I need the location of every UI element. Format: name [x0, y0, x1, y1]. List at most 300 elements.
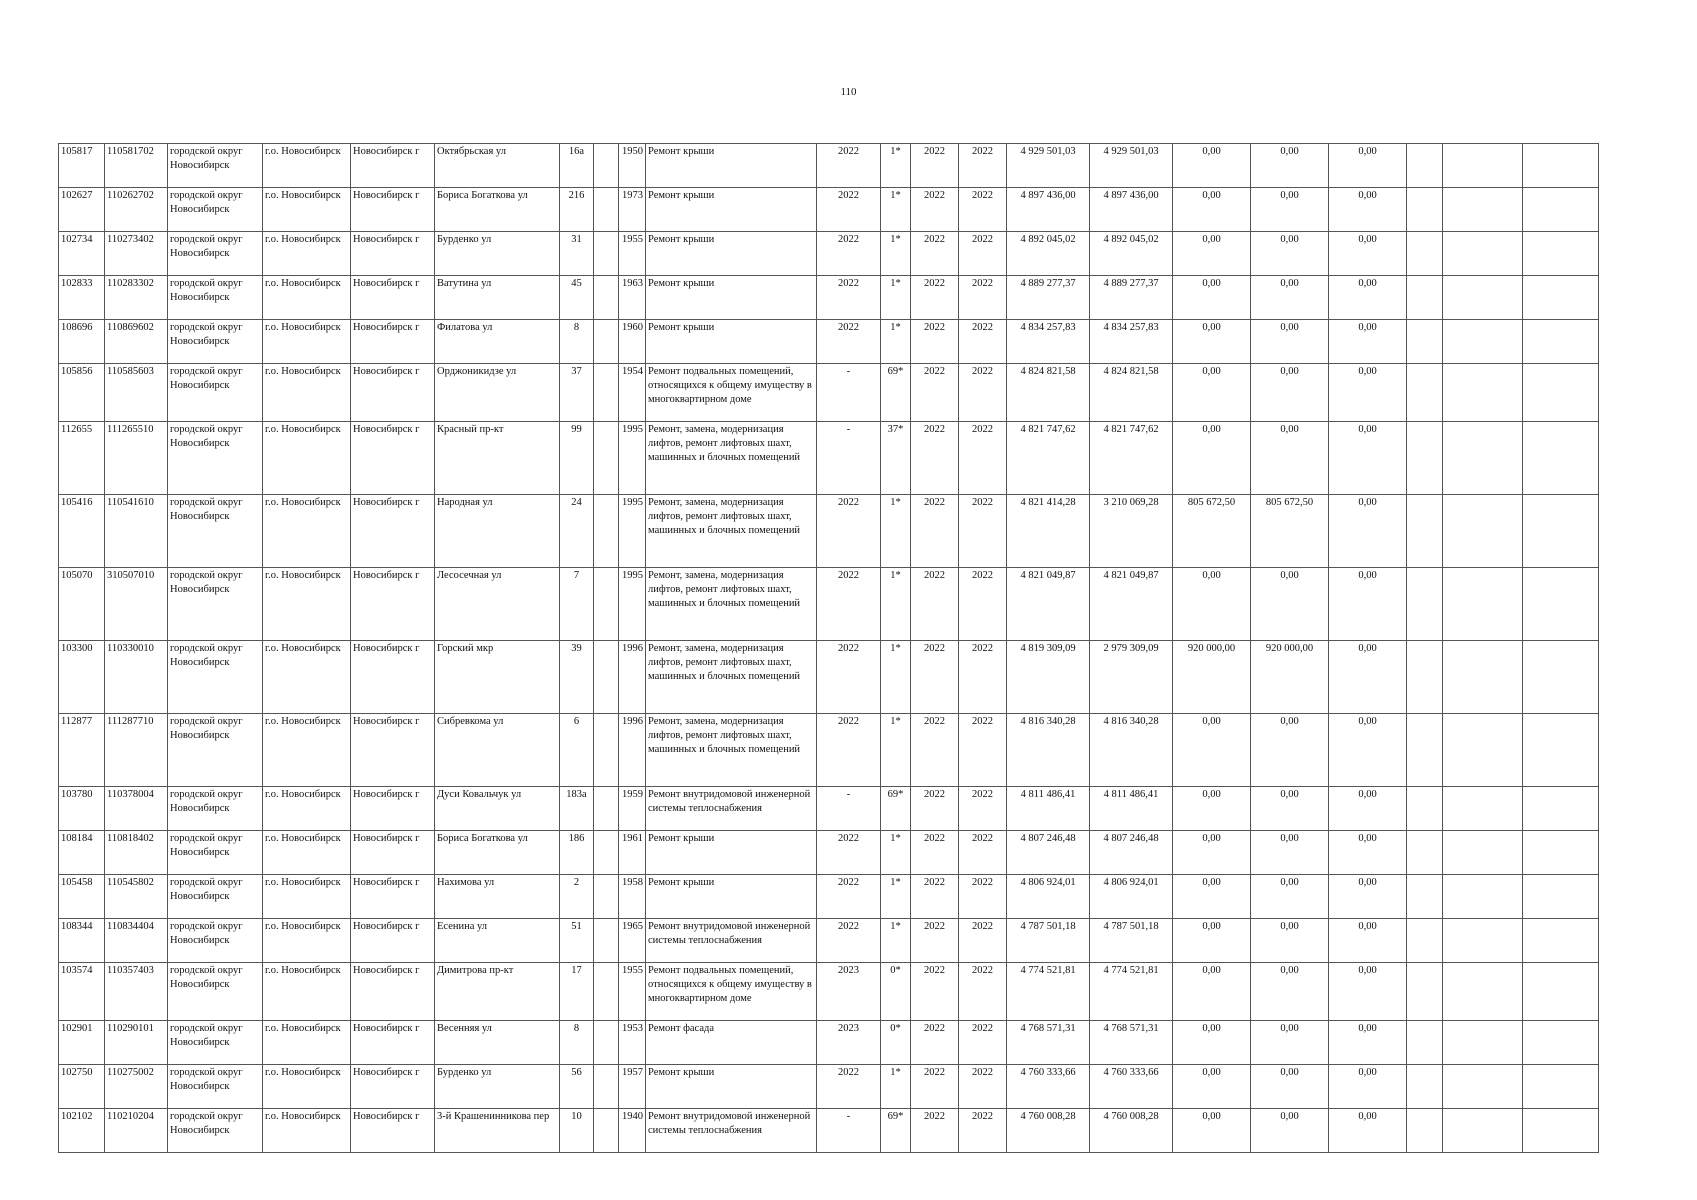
start-year-cell: 2022: [911, 714, 959, 787]
extra-2-cell: [1443, 919, 1523, 963]
house-id-cell: 105070: [59, 568, 105, 641]
build-year-cell: 1996: [619, 641, 646, 714]
building-cell: [594, 495, 619, 568]
house-number-cell: 37: [560, 364, 594, 422]
extra-1-cell: [1407, 276, 1443, 320]
subsidy-2-cell: 0,00: [1251, 320, 1329, 364]
wear-percent-cell: 1*: [881, 495, 911, 568]
building-cell: [594, 1021, 619, 1065]
extra-1-cell: [1407, 641, 1443, 714]
work-type-cell: Ремонт крыши: [646, 232, 817, 276]
total-cost-cell: 4 774 521,81: [1007, 963, 1090, 1021]
municipal-district-cell: городской округ Новосибирск: [168, 641, 263, 714]
house-code-cell: 110581702: [105, 144, 168, 188]
start-year-cell: 2022: [911, 364, 959, 422]
street-cell: Бориса Богаткова ул: [435, 188, 560, 232]
extra-2-cell: [1443, 320, 1523, 364]
work-type-cell: Ремонт крыши: [646, 144, 817, 188]
planned-year-cell: 2023: [817, 1021, 881, 1065]
building-cell: [594, 364, 619, 422]
city-cell: Новосибирск г: [351, 568, 435, 641]
planned-year-cell: 2022: [817, 831, 881, 875]
planned-year-cell: 2022: [817, 320, 881, 364]
city-cell: Новосибирск г: [351, 963, 435, 1021]
subsidy-2-cell: 0,00: [1251, 919, 1329, 963]
total-cost-cell: 4 929 501,03: [1007, 144, 1090, 188]
fund-cost-cell: 4 821 049,87: [1090, 568, 1173, 641]
municipality-cell: г.о. Новосибирск: [263, 963, 351, 1021]
subsidy-2-cell: 0,00: [1251, 364, 1329, 422]
house-number-cell: 186: [560, 831, 594, 875]
table-row: [59, 568, 1599, 641]
city-cell: Новосибирск г: [351, 919, 435, 963]
extra-2-cell: [1443, 787, 1523, 831]
end-year-cell: 2022: [959, 875, 1007, 919]
start-year-cell: 2022: [911, 1021, 959, 1065]
municipality-cell: г.о. Новосибирск: [263, 144, 351, 188]
extra-1-cell: [1407, 963, 1443, 1021]
house-id-cell: 105458: [59, 875, 105, 919]
fund-cost-cell: 4 929 501,03: [1090, 144, 1173, 188]
extra-3-cell: [1523, 144, 1599, 188]
extra-3-cell: [1523, 875, 1599, 919]
extra-3-cell: [1523, 714, 1599, 787]
extra-2-cell: [1443, 714, 1523, 787]
street-cell: Бориса Богаткова ул: [435, 831, 560, 875]
subsidy-1-cell: 0,00: [1173, 831, 1251, 875]
fund-cost-cell: 2 979 309,09: [1090, 641, 1173, 714]
fund-cost-cell: 4 768 571,31: [1090, 1021, 1173, 1065]
house-id-cell: 105856: [59, 364, 105, 422]
building-cell: [594, 875, 619, 919]
house-number-cell: 31: [560, 232, 594, 276]
subsidy-1-cell: 0,00: [1173, 787, 1251, 831]
wear-percent-cell: 1*: [881, 831, 911, 875]
work-type-cell: Ремонт крыши: [646, 320, 817, 364]
street-cell: Филатова ул: [435, 320, 560, 364]
fund-cost-cell: 4 774 521,81: [1090, 963, 1173, 1021]
end-year-cell: 2022: [959, 188, 1007, 232]
table-row: [59, 919, 1599, 963]
extra-2-cell: [1443, 422, 1523, 495]
city-cell: Новосибирск г: [351, 1021, 435, 1065]
subsidy-1-cell: 0,00: [1173, 1021, 1251, 1065]
extra-1-cell: [1407, 188, 1443, 232]
city-cell: Новосибирск г: [351, 495, 435, 568]
house-code-cell: 110330010: [105, 641, 168, 714]
municipality-cell: г.о. Новосибирск: [263, 320, 351, 364]
fund-cost-cell: 4 787 501,18: [1090, 919, 1173, 963]
subsidy-2-cell: 0,00: [1251, 714, 1329, 787]
total-cost-cell: 4 824 821,58: [1007, 364, 1090, 422]
build-year-cell: 1995: [619, 495, 646, 568]
total-cost-cell: 4 811 486,41: [1007, 787, 1090, 831]
end-year-cell: 2022: [959, 276, 1007, 320]
table-row: [59, 320, 1599, 364]
extra-2-cell: [1443, 1109, 1523, 1153]
build-year-cell: 1953: [619, 1021, 646, 1065]
extra-2-cell: [1443, 495, 1523, 568]
extra-3-cell: [1523, 364, 1599, 422]
municipality-cell: г.о. Новосибирск: [263, 875, 351, 919]
municipal-district-cell: городской округ Новосибирск: [168, 1109, 263, 1153]
house-code-cell: 110273402: [105, 232, 168, 276]
extra-3-cell: [1523, 320, 1599, 364]
house-id-cell: 108696: [59, 320, 105, 364]
subsidy-3-cell: 0,00: [1329, 919, 1407, 963]
extra-3-cell: [1523, 1065, 1599, 1109]
planned-year-cell: 2022: [817, 188, 881, 232]
municipality-cell: г.о. Новосибирск: [263, 1109, 351, 1153]
end-year-cell: 2022: [959, 919, 1007, 963]
wear-percent-cell: 1*: [881, 276, 911, 320]
end-year-cell: 2022: [959, 320, 1007, 364]
end-year-cell: 2022: [959, 422, 1007, 495]
end-year-cell: 2022: [959, 714, 1007, 787]
extra-3-cell: [1523, 276, 1599, 320]
wear-percent-cell: 69*: [881, 1109, 911, 1153]
table-row: [59, 276, 1599, 320]
municipality-cell: г.о. Новосибирск: [263, 831, 351, 875]
street-cell: Октябрьская ул: [435, 144, 560, 188]
page-number: 110: [840, 86, 857, 98]
wear-percent-cell: 1*: [881, 188, 911, 232]
street-cell: Орджоникидзе ул: [435, 364, 560, 422]
house-number-cell: 8: [560, 320, 594, 364]
subsidy-3-cell: 0,00: [1329, 787, 1407, 831]
work-type-cell: Ремонт фасада: [646, 1021, 817, 1065]
table-row: [59, 1021, 1599, 1065]
total-cost-cell: 4 821 414,28: [1007, 495, 1090, 568]
house-number-cell: 183а: [560, 787, 594, 831]
fund-cost-cell: 4 760 333,66: [1090, 1065, 1173, 1109]
building-cell: [594, 422, 619, 495]
planned-year-cell: 2022: [817, 144, 881, 188]
table-row: [59, 232, 1599, 276]
total-cost-cell: 4 807 246,48: [1007, 831, 1090, 875]
street-cell: Бурденко ул: [435, 1065, 560, 1109]
building-cell: [594, 1109, 619, 1153]
work-type-cell: Ремонт крыши: [646, 276, 817, 320]
start-year-cell: 2022: [911, 422, 959, 495]
street-cell: Бурденко ул: [435, 232, 560, 276]
building-cell: [594, 568, 619, 641]
city-cell: Новосибирск г: [351, 320, 435, 364]
subsidy-2-cell: 0,00: [1251, 831, 1329, 875]
municipality-cell: г.о. Новосибирск: [263, 919, 351, 963]
wear-percent-cell: 37*: [881, 422, 911, 495]
end-year-cell: 2022: [959, 963, 1007, 1021]
house-number-cell: 2: [560, 875, 594, 919]
house-id-cell: 102627: [59, 188, 105, 232]
extra-1-cell: [1407, 364, 1443, 422]
fund-cost-cell: 3 210 069,28: [1090, 495, 1173, 568]
subsidy-1-cell: 0,00: [1173, 232, 1251, 276]
total-cost-cell: 4 889 277,37: [1007, 276, 1090, 320]
house-number-cell: 99: [560, 422, 594, 495]
extra-2-cell: [1443, 276, 1523, 320]
start-year-cell: 2022: [911, 144, 959, 188]
total-cost-cell: 4 806 924,01: [1007, 875, 1090, 919]
house-number-cell: 10: [560, 1109, 594, 1153]
city-cell: Новосибирск г: [351, 1109, 435, 1153]
fund-cost-cell: 4 892 045,02: [1090, 232, 1173, 276]
subsidy-1-cell: 0,00: [1173, 1065, 1251, 1109]
build-year-cell: 1961: [619, 831, 646, 875]
building-cell: [594, 787, 619, 831]
street-cell: Есенина ул: [435, 919, 560, 963]
extra-2-cell: [1443, 144, 1523, 188]
municipal-district-cell: городской округ Новосибирск: [168, 568, 263, 641]
city-cell: Новосибирск г: [351, 1065, 435, 1109]
street-cell: Сибревкома ул: [435, 714, 560, 787]
table-row: [59, 641, 1599, 714]
planned-year-cell: -: [817, 364, 881, 422]
house-code-cell: 110834404: [105, 919, 168, 963]
extra-3-cell: [1523, 232, 1599, 276]
start-year-cell: 2022: [911, 188, 959, 232]
building-cell: [594, 963, 619, 1021]
building-cell: [594, 714, 619, 787]
total-cost-cell: 4 892 045,02: [1007, 232, 1090, 276]
municipal-district-cell: городской округ Новосибирск: [168, 232, 263, 276]
total-cost-cell: 4 760 008,28: [1007, 1109, 1090, 1153]
municipal-district-cell: городской округ Новосибирск: [168, 1021, 263, 1065]
municipal-district-cell: городской округ Новосибирск: [168, 495, 263, 568]
house-code-cell: 111287710: [105, 714, 168, 787]
planned-year-cell: 2022: [817, 568, 881, 641]
end-year-cell: 2022: [959, 568, 1007, 641]
street-cell: Весенняя ул: [435, 1021, 560, 1065]
house-id-cell: 103780: [59, 787, 105, 831]
table-row: [59, 1109, 1599, 1153]
work-type-cell: Ремонт, замена, модернизация лифтов, ремонт лифтовых шахт, машинных и блочных помещений: [646, 641, 817, 714]
subsidy-3-cell: 0,00: [1329, 1109, 1407, 1153]
table-row: [59, 188, 1599, 232]
extra-2-cell: [1443, 1021, 1523, 1065]
house-id-cell: 105817: [59, 144, 105, 188]
subsidy-3-cell: 0,00: [1329, 495, 1407, 568]
subsidy-3-cell: 0,00: [1329, 568, 1407, 641]
table-row: [59, 1065, 1599, 1109]
planned-year-cell: -: [817, 787, 881, 831]
end-year-cell: 2022: [959, 1065, 1007, 1109]
subsidy-3-cell: 0,00: [1329, 1021, 1407, 1065]
extra-3-cell: [1523, 787, 1599, 831]
total-cost-cell: 4 821 049,87: [1007, 568, 1090, 641]
house-number-cell: 16а: [560, 144, 594, 188]
end-year-cell: 2022: [959, 641, 1007, 714]
house-code-cell: 110585603: [105, 364, 168, 422]
house-number-cell: 51: [560, 919, 594, 963]
subsidy-2-cell: 805 672,50: [1251, 495, 1329, 568]
build-year-cell: 1954: [619, 364, 646, 422]
house-code-cell: 110378004: [105, 787, 168, 831]
start-year-cell: 2022: [911, 1065, 959, 1109]
build-year-cell: 1940: [619, 1109, 646, 1153]
extra-1-cell: [1407, 495, 1443, 568]
house-number-cell: 39: [560, 641, 594, 714]
extra-3-cell: [1523, 919, 1599, 963]
subsidy-3-cell: 0,00: [1329, 144, 1407, 188]
total-cost-cell: 4 816 340,28: [1007, 714, 1090, 787]
fund-cost-cell: 4 816 340,28: [1090, 714, 1173, 787]
table-row: [59, 144, 1599, 188]
subsidy-3-cell: 0,00: [1329, 875, 1407, 919]
planned-year-cell: 2022: [817, 276, 881, 320]
city-cell: Новосибирск г: [351, 641, 435, 714]
build-year-cell: 1996: [619, 714, 646, 787]
extra-1-cell: [1407, 831, 1443, 875]
building-cell: [594, 232, 619, 276]
total-cost-cell: 4 821 747,62: [1007, 422, 1090, 495]
extra-3-cell: [1523, 1021, 1599, 1065]
fund-cost-cell: 4 821 747,62: [1090, 422, 1173, 495]
wear-percent-cell: 1*: [881, 714, 911, 787]
start-year-cell: 2022: [911, 232, 959, 276]
street-cell: Горский мкр: [435, 641, 560, 714]
start-year-cell: 2022: [911, 875, 959, 919]
start-year-cell: 2022: [911, 787, 959, 831]
extra-1-cell: [1407, 1065, 1443, 1109]
house-number-cell: 24: [560, 495, 594, 568]
extra-3-cell: [1523, 641, 1599, 714]
subsidy-2-cell: 0,00: [1251, 276, 1329, 320]
subsidy-3-cell: 0,00: [1329, 422, 1407, 495]
house-number-cell: 17: [560, 963, 594, 1021]
planned-year-cell: 2022: [817, 875, 881, 919]
subsidy-2-cell: 0,00: [1251, 1109, 1329, 1153]
house-code-cell: 110275002: [105, 1065, 168, 1109]
subsidy-3-cell: 0,00: [1329, 963, 1407, 1021]
end-year-cell: 2022: [959, 1109, 1007, 1153]
subsidy-1-cell: 0,00: [1173, 364, 1251, 422]
build-year-cell: 1950: [619, 144, 646, 188]
subsidy-3-cell: 0,00: [1329, 1065, 1407, 1109]
building-cell: [594, 188, 619, 232]
subsidy-2-cell: 920 000,00: [1251, 641, 1329, 714]
start-year-cell: 2022: [911, 495, 959, 568]
subsidy-1-cell: 920 000,00: [1173, 641, 1251, 714]
extra-2-cell: [1443, 831, 1523, 875]
wear-percent-cell: 1*: [881, 320, 911, 364]
municipal-district-cell: городской округ Новосибирск: [168, 787, 263, 831]
table-row: [59, 787, 1599, 831]
city-cell: Новосибирск г: [351, 714, 435, 787]
total-cost-cell: 4 834 257,83: [1007, 320, 1090, 364]
house-number-cell: 45: [560, 276, 594, 320]
end-year-cell: 2022: [959, 1021, 1007, 1065]
house-code-cell: 110262702: [105, 188, 168, 232]
build-year-cell: 1995: [619, 422, 646, 495]
municipal-district-cell: городской округ Новосибирск: [168, 1065, 263, 1109]
street-cell: Нахимова ул: [435, 875, 560, 919]
subsidy-1-cell: 0,00: [1173, 276, 1251, 320]
city-cell: Новосибирск г: [351, 875, 435, 919]
planned-year-cell: 2022: [817, 919, 881, 963]
work-type-cell: Ремонт крыши: [646, 831, 817, 875]
subsidy-3-cell: 0,00: [1329, 276, 1407, 320]
municipality-cell: г.о. Новосибирск: [263, 641, 351, 714]
planned-year-cell: 2022: [817, 1065, 881, 1109]
start-year-cell: 2022: [911, 276, 959, 320]
wear-percent-cell: 69*: [881, 787, 911, 831]
street-cell: Красный пр-кт: [435, 422, 560, 495]
municipal-district-cell: городской округ Новосибирск: [168, 875, 263, 919]
city-cell: Новосибирск г: [351, 188, 435, 232]
house-id-cell: 102833: [59, 276, 105, 320]
build-year-cell: 1973: [619, 188, 646, 232]
extra-1-cell: [1407, 1021, 1443, 1065]
building-cell: [594, 144, 619, 188]
subsidy-2-cell: 0,00: [1251, 422, 1329, 495]
planned-year-cell: -: [817, 422, 881, 495]
work-type-cell: Ремонт крыши: [646, 875, 817, 919]
house-id-cell: 112877: [59, 714, 105, 787]
wear-percent-cell: 0*: [881, 963, 911, 1021]
build-year-cell: 1960: [619, 320, 646, 364]
municipality-cell: г.о. Новосибирск: [263, 714, 351, 787]
house-number-cell: 8: [560, 1021, 594, 1065]
extra-3-cell: [1523, 1109, 1599, 1153]
city-cell: Новосибирск г: [351, 787, 435, 831]
municipal-district-cell: городской округ Новосибирск: [168, 963, 263, 1021]
subsidy-2-cell: 0,00: [1251, 188, 1329, 232]
subsidy-1-cell: 0,00: [1173, 875, 1251, 919]
extra-1-cell: [1407, 568, 1443, 641]
extra-2-cell: [1443, 1065, 1523, 1109]
wear-percent-cell: 0*: [881, 1021, 911, 1065]
subsidy-2-cell: 0,00: [1251, 963, 1329, 1021]
start-year-cell: 2022: [911, 568, 959, 641]
extra-3-cell: [1523, 831, 1599, 875]
fund-cost-cell: 4 807 246,48: [1090, 831, 1173, 875]
wear-percent-cell: 1*: [881, 232, 911, 276]
work-type-cell: Ремонт, замена, модернизация лифтов, ремонт лифтовых шахт, машинных и блочных помещений: [646, 714, 817, 787]
wear-percent-cell: 69*: [881, 364, 911, 422]
extra-2-cell: [1443, 188, 1523, 232]
wear-percent-cell: 1*: [881, 1065, 911, 1109]
subsidy-3-cell: 0,00: [1329, 714, 1407, 787]
end-year-cell: 2022: [959, 495, 1007, 568]
total-cost-cell: 4 787 501,18: [1007, 919, 1090, 963]
wear-percent-cell: 1*: [881, 919, 911, 963]
fund-cost-cell: 4 811 486,41: [1090, 787, 1173, 831]
street-cell: Димитрова пр-кт: [435, 963, 560, 1021]
subsidy-1-cell: 0,00: [1173, 188, 1251, 232]
building-cell: [594, 320, 619, 364]
municipality-cell: г.о. Новосибирск: [263, 1065, 351, 1109]
street-cell: Лесосечная ул: [435, 568, 560, 641]
house-code-cell: 110818402: [105, 831, 168, 875]
extra-1-cell: [1407, 787, 1443, 831]
city-cell: Новосибирск г: [351, 364, 435, 422]
capital-repair-register-table: [58, 143, 1599, 1153]
work-type-cell: Ремонт внутридомовой инженерной системы теплоснабжения: [646, 919, 817, 963]
subsidy-3-cell: 0,00: [1329, 641, 1407, 714]
planned-year-cell: 2022: [817, 495, 881, 568]
municipal-district-cell: городской округ Новосибирск: [168, 276, 263, 320]
planned-year-cell: 2022: [817, 641, 881, 714]
house-id-cell: 112655: [59, 422, 105, 495]
building-cell: [594, 641, 619, 714]
extra-3-cell: [1523, 963, 1599, 1021]
build-year-cell: 1955: [619, 232, 646, 276]
subsidy-1-cell: 0,00: [1173, 1109, 1251, 1153]
municipality-cell: г.о. Новосибирск: [263, 787, 351, 831]
build-year-cell: 1959: [619, 787, 646, 831]
municipality-cell: г.о. Новосибирск: [263, 364, 351, 422]
